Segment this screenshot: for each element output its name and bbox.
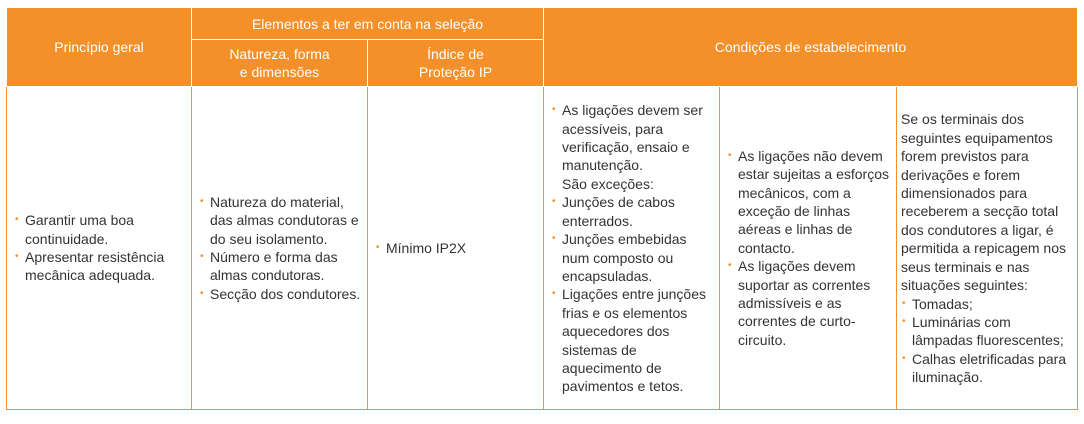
natureza-list — [199, 193, 361, 303]
condicoes-1-list — [551, 101, 713, 175]
list-item: • Secção dos condutores. — [199, 285, 361, 303]
excecoes-list — [551, 193, 713, 395]
condicoes-2-list — [727, 147, 890, 349]
indice-list — [375, 239, 537, 257]
list-item: • Número e forma das almas condutoras. — [199, 248, 361, 285]
header-natureza-forma-dimensoes — [192, 40, 368, 87]
header-natureza-line-1: Natureza, forma — [229, 46, 330, 62]
list-item: • As ligações devem ser acessíveis, para verificação, ensaio e manutenção. — [551, 101, 713, 175]
cell-indice-ip — [368, 87, 544, 410]
list-item: • As ligações devem suportar as correntes admissíveis e as correntes de curto-circuito. — [727, 257, 890, 349]
excecoes-note: São exceções: — [562, 175, 654, 192]
header-indice-protecao-ip — [368, 40, 544, 87]
cell-natureza — [192, 87, 368, 410]
repicagem-list — [901, 295, 1071, 387]
principio-list — [14, 211, 185, 285]
list-item: • Tomadas; — [901, 295, 1071, 313]
header-condicoes-estabelecimento: Condições de estabelecimento — [544, 8, 1078, 87]
list-item: • Mínimo IP2X — [375, 239, 537, 257]
list-item: • Garantir uma boa continuidade. — [14, 211, 185, 248]
header-indice-line-1: Índice de — [427, 46, 484, 62]
cell-condicoes-1 — [544, 87, 720, 410]
list-item: • Ligações entre junções frias e os elementos aquecedores dos sistemas de aquecimento de pavimentos e tetos. — [551, 285, 713, 395]
header-principio-geral: Princípio geral — [7, 8, 192, 87]
repicagem-intro: Se os terminais dos seguintes equipamentos forem previstos para derivações e forem dimensionados para receberem a secção total dos condutores a ligar, é permitida a repicagem nos seus terminais e nas situações seguintes: — [901, 111, 1066, 294]
list-item: • Calhas eletrificadas para iluminação. — [901, 350, 1071, 387]
cell-condicoes-3 — [897, 87, 1078, 410]
connections-table — [6, 7, 1078, 410]
list-item: • Luminárias com lâmpadas fluorescentes; — [901, 313, 1071, 350]
list-item: • Junções embebidas num composto ou encapsuladas. — [551, 230, 713, 285]
list-item: • Junções de cabos enterrados. — [551, 193, 713, 230]
list-item: • As ligações não devem estar sujeitas a esforços mecânicos, com a exceção de linhas aéreas e linhas de contacto. — [727, 147, 890, 257]
connections-table-wrapper — [6, 7, 1077, 410]
cell-condicoes-2 — [720, 87, 897, 410]
cell-principio-geral — [7, 87, 192, 410]
header-indice-line-2: Proteção IP — [418, 64, 493, 80]
list-item: • Natureza do material, das almas condutoras e do seu isolamento. — [199, 193, 361, 248]
header-natureza-line-2: e dimensões — [239, 64, 320, 80]
list-item: • Apresentar resistência mecânica adequada. — [14, 248, 185, 285]
header-elementos-selecao: Elementos a ter em conta na seleção — [192, 8, 544, 40]
